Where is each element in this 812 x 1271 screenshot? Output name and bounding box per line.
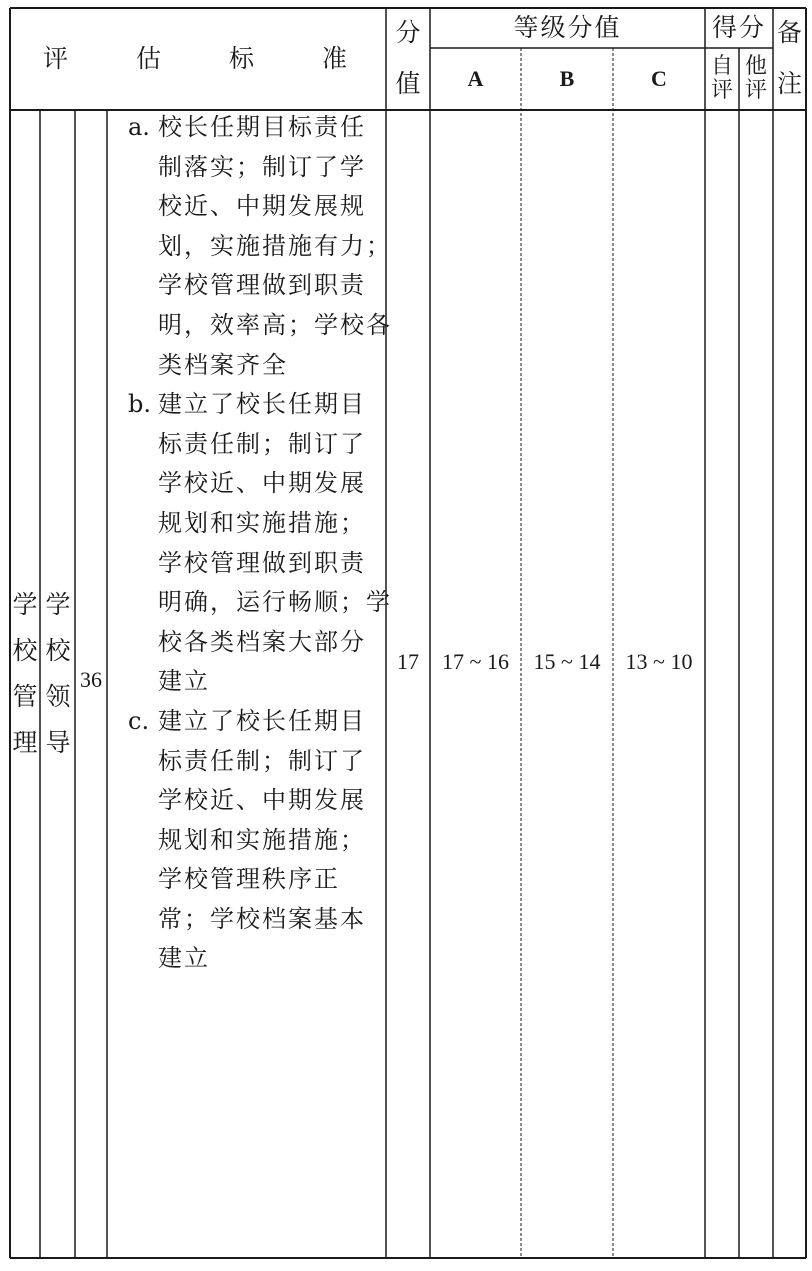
criteria-line: 建立 <box>158 944 210 973</box>
criteria-line: 学校管理做到职责 <box>158 548 366 577</box>
criteria-line: 明确，运行畅顺；学 <box>158 588 392 617</box>
criteria-label: c. <box>128 706 150 735</box>
total-points: 36 <box>80 667 102 693</box>
category-char: 理 <box>12 728 38 757</box>
criteria-label: a. <box>128 113 150 141</box>
remarks-header-top: 备 <box>776 17 802 47</box>
criteria-line: 建立 <box>158 667 210 696</box>
criteria-line: 学校管理秩序正 <box>158 865 340 894</box>
criteria-item-b <box>128 385 392 702</box>
criteria-list <box>128 108 392 979</box>
criteria-item-c <box>128 702 378 979</box>
criteria-line: 类档案齐全 <box>158 350 288 379</box>
criteria-line: 学校近、中期发展 <box>158 469 366 498</box>
grade-b-header: B <box>559 66 575 92</box>
grade-header: 等级分值 <box>513 12 622 42</box>
category-char: 导 <box>45 728 71 757</box>
category-char: 领 <box>45 682 71 711</box>
obtained-score-header: 得分 <box>711 12 766 42</box>
remarks-header-bottom: 注 <box>776 68 802 98</box>
grade-b-range: 15 ~ 14 <box>533 649 601 675</box>
other-eval-header: 他评 <box>744 54 767 103</box>
criteria-line: 划，实施措施有力； <box>158 231 392 260</box>
criteria-line: 制落实；制订了学 <box>158 152 366 181</box>
category-char: 学 <box>12 590 38 619</box>
self-eval-header: 自评 <box>710 54 733 103</box>
criteria-line: 明，效率高；学校各 <box>158 310 392 339</box>
category-char: 学 <box>45 590 71 619</box>
category-char: 管 <box>12 682 38 711</box>
criteria-line: 标责任制；制订了 <box>158 429 366 458</box>
criteria-header: 评 估 标 准 <box>42 43 353 73</box>
category-char: 校 <box>45 636 71 665</box>
score-header-top: 分 <box>395 17 421 47</box>
criteria-line: 校长任期目标责任 <box>158 113 366 141</box>
criteria-line: 标责任制；制订了 <box>158 746 366 775</box>
criteria-label: b. <box>128 390 151 419</box>
category-char: 校 <box>12 636 38 665</box>
grade-a-header: A <box>467 66 484 92</box>
score-header-bottom: 值 <box>395 68 421 98</box>
criteria-line: 建立了校长任期目 <box>158 390 366 419</box>
criteria-line: 建立了校长任期目 <box>158 706 366 735</box>
criteria-line: 学校近、中期发展 <box>158 786 366 815</box>
score-value: 17 <box>397 649 419 675</box>
category-school-management <box>9 582 41 766</box>
criteria-line: 校近、中期发展规 <box>158 192 366 221</box>
criteria-line: 学校管理做到职责 <box>158 271 366 300</box>
criteria-line: 常；学校档案基本 <box>158 904 366 933</box>
criteria-line: 规划和实施措施； <box>158 825 366 854</box>
criteria-item-a <box>128 108 392 385</box>
grade-c-range: 13 ~ 10 <box>625 649 693 675</box>
criteria-line: 校各类档案大部分 <box>158 627 366 656</box>
grade-c-header: C <box>651 66 667 92</box>
category-school-leadership <box>42 582 74 766</box>
grade-a-range: 17 ~ 16 <box>442 649 509 675</box>
criteria-line: 规划和实施措施； <box>158 508 366 537</box>
